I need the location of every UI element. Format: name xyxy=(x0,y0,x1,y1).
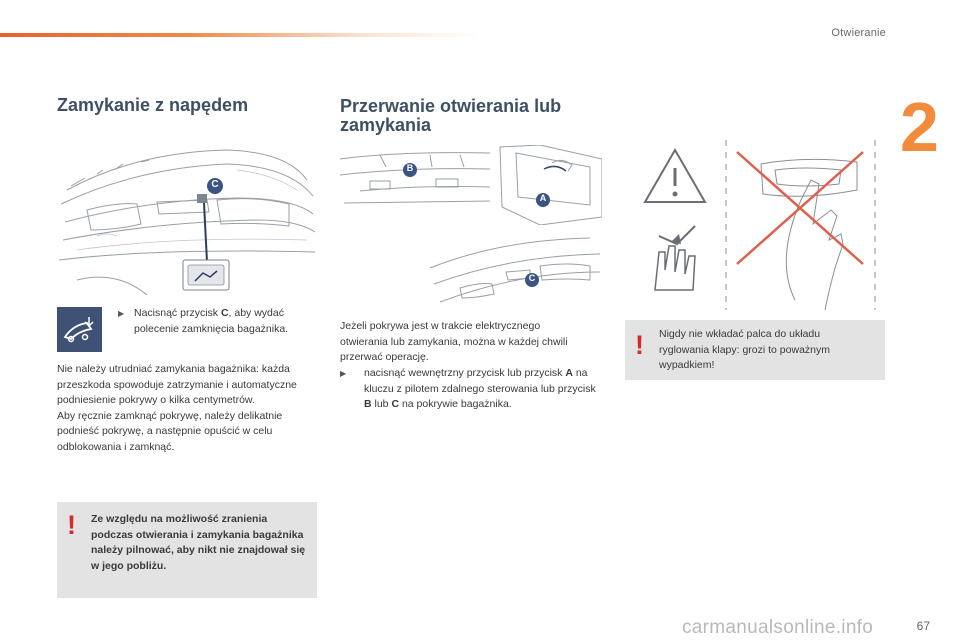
bullet-press-internal: ▶︎ nacisnąć wewnętrzny przycisk lub przycisk A na kluczu z pilotem zdalnego sterowania lub przycisk B lub C na pokrywie bagażnika. xyxy=(340,367,596,410)
tailgate-exterior-illustration xyxy=(420,232,602,310)
bullet-marker: ▶︎ xyxy=(118,309,125,318)
warning-box-right xyxy=(625,320,885,380)
warning-icon: ! xyxy=(67,510,76,540)
warning-box-left xyxy=(57,502,317,598)
left-paragraph: Nie należy utrudniać zamykania bagażnika: każda przeszkoda spowoduje zatrzymanie i automatyczne podniesienie pokrywy o kilka centymetrów. Aby ręcznie zamknąć pokrywę, należy delikatnie podnieść pokrywę, a następnie opuścić w celu odblokowania i zamknąć. xyxy=(57,363,297,453)
heading-interrupt: Przerwanie otwierania lub zamykania xyxy=(340,96,562,135)
tailgate-drawing xyxy=(57,140,317,295)
tailgate-close-button-icon xyxy=(57,307,102,352)
warning-icon: ! xyxy=(635,330,644,360)
warning-text-left: Ze względu na możliwość zranienia podczas otwierania i zamykania bagażnika należy pilnować, aby nikt nie znajdował się w jego pobliżu. xyxy=(91,513,306,572)
callout-c-label: C xyxy=(211,179,219,190)
callout-c-label-2: C xyxy=(528,273,536,283)
watermark: carmanualsonline.info xyxy=(682,617,874,638)
chapter-number: 2 xyxy=(900,88,939,166)
heading-power-closing: Zamykanie z napędem xyxy=(57,95,249,115)
tailgate-close-icon xyxy=(57,307,102,352)
header-accent-bar xyxy=(0,33,480,37)
tailgate-exterior-drawing xyxy=(420,232,602,310)
callout-b-label: B xyxy=(406,163,414,173)
page-number: 67 xyxy=(916,619,930,633)
section-title: Otwieranie xyxy=(831,27,886,39)
finger-hazard-illustration xyxy=(625,140,885,310)
tailgate-interior-drawing xyxy=(340,145,602,225)
callout-a-label: A xyxy=(539,193,547,203)
finger-hazard-drawing xyxy=(625,140,885,310)
bullet-press-c: ▶︎ Nacisnąć przycisk C, aby wydać polecenie zamknięcia bagażnika. xyxy=(118,307,289,335)
tailgate-illustration-left xyxy=(57,140,317,295)
warning-text-right: Nigdy nie wkładać palca do układu ryglowania klapy: grozi to poważnym wypadkiem! xyxy=(659,328,830,371)
bullet-marker: ▶︎ xyxy=(340,369,347,378)
tailgate-interior-illustration xyxy=(340,145,602,225)
middle-paragraph: Jeżeli pokrywa jest w trakcie elektrycznego otwierania lub zamykania, można w każdej chwili przerwać operację. xyxy=(340,320,568,363)
